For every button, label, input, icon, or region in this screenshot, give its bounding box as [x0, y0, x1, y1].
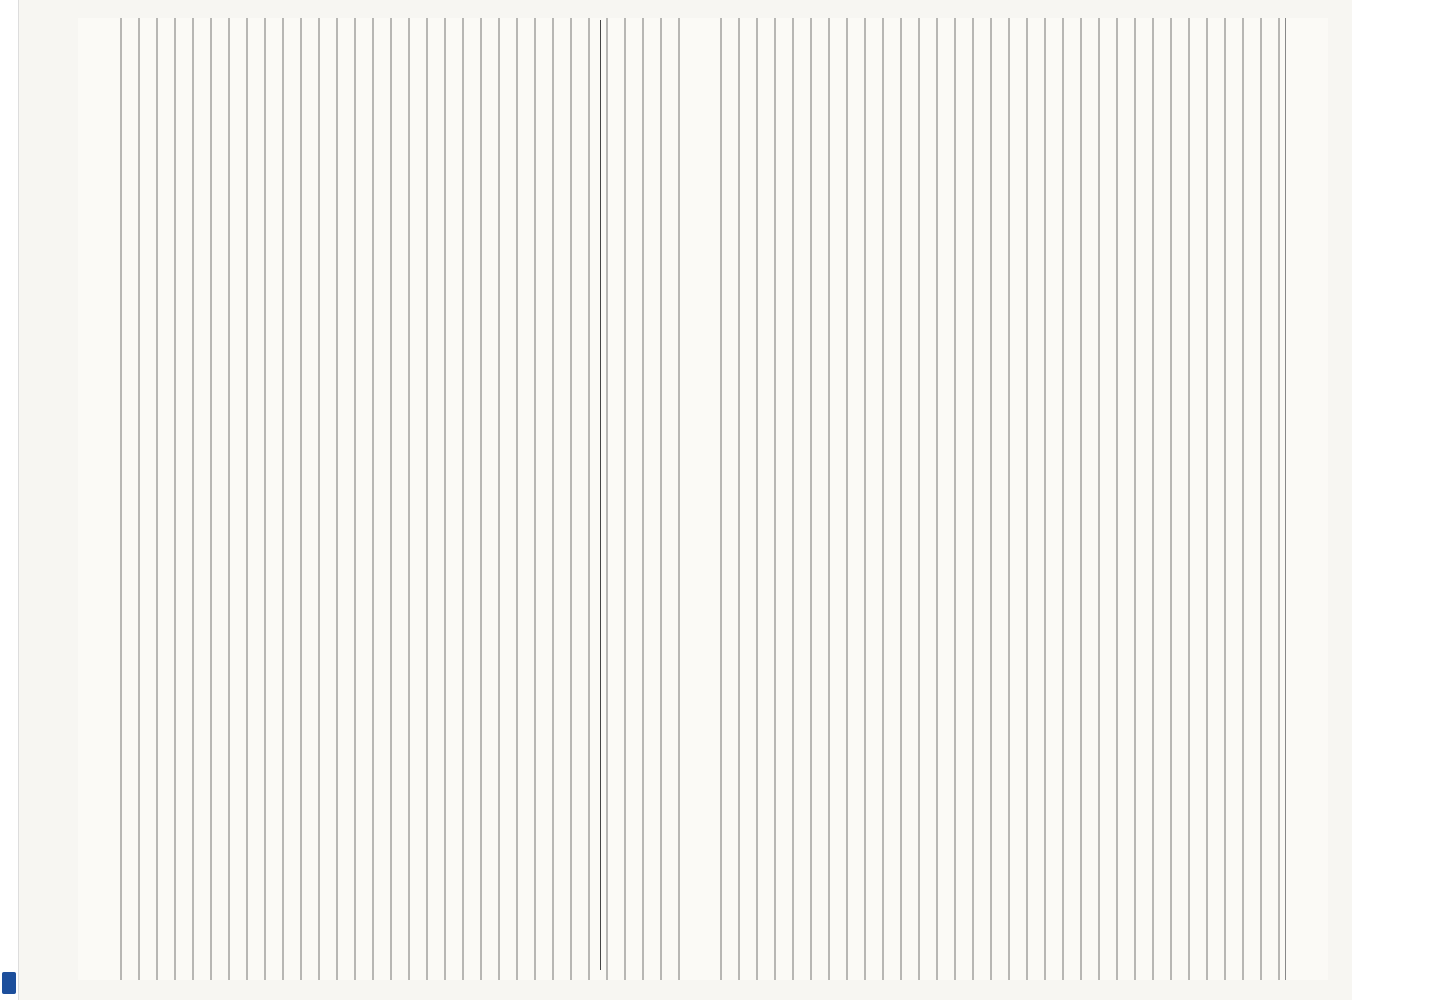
text-column-left [120, 18, 680, 980]
page-header-text [1290, 58, 1318, 938]
text-column-right [720, 18, 1280, 980]
text-lines [720, 18, 1280, 980]
footer-strip [0, 0, 19, 1000]
dfg-logo-icon [2, 972, 16, 994]
text-lines [120, 18, 680, 980]
column-divider [600, 20, 601, 970]
scan-margin [1352, 0, 1432, 1000]
page-header [1285, 18, 1322, 980]
